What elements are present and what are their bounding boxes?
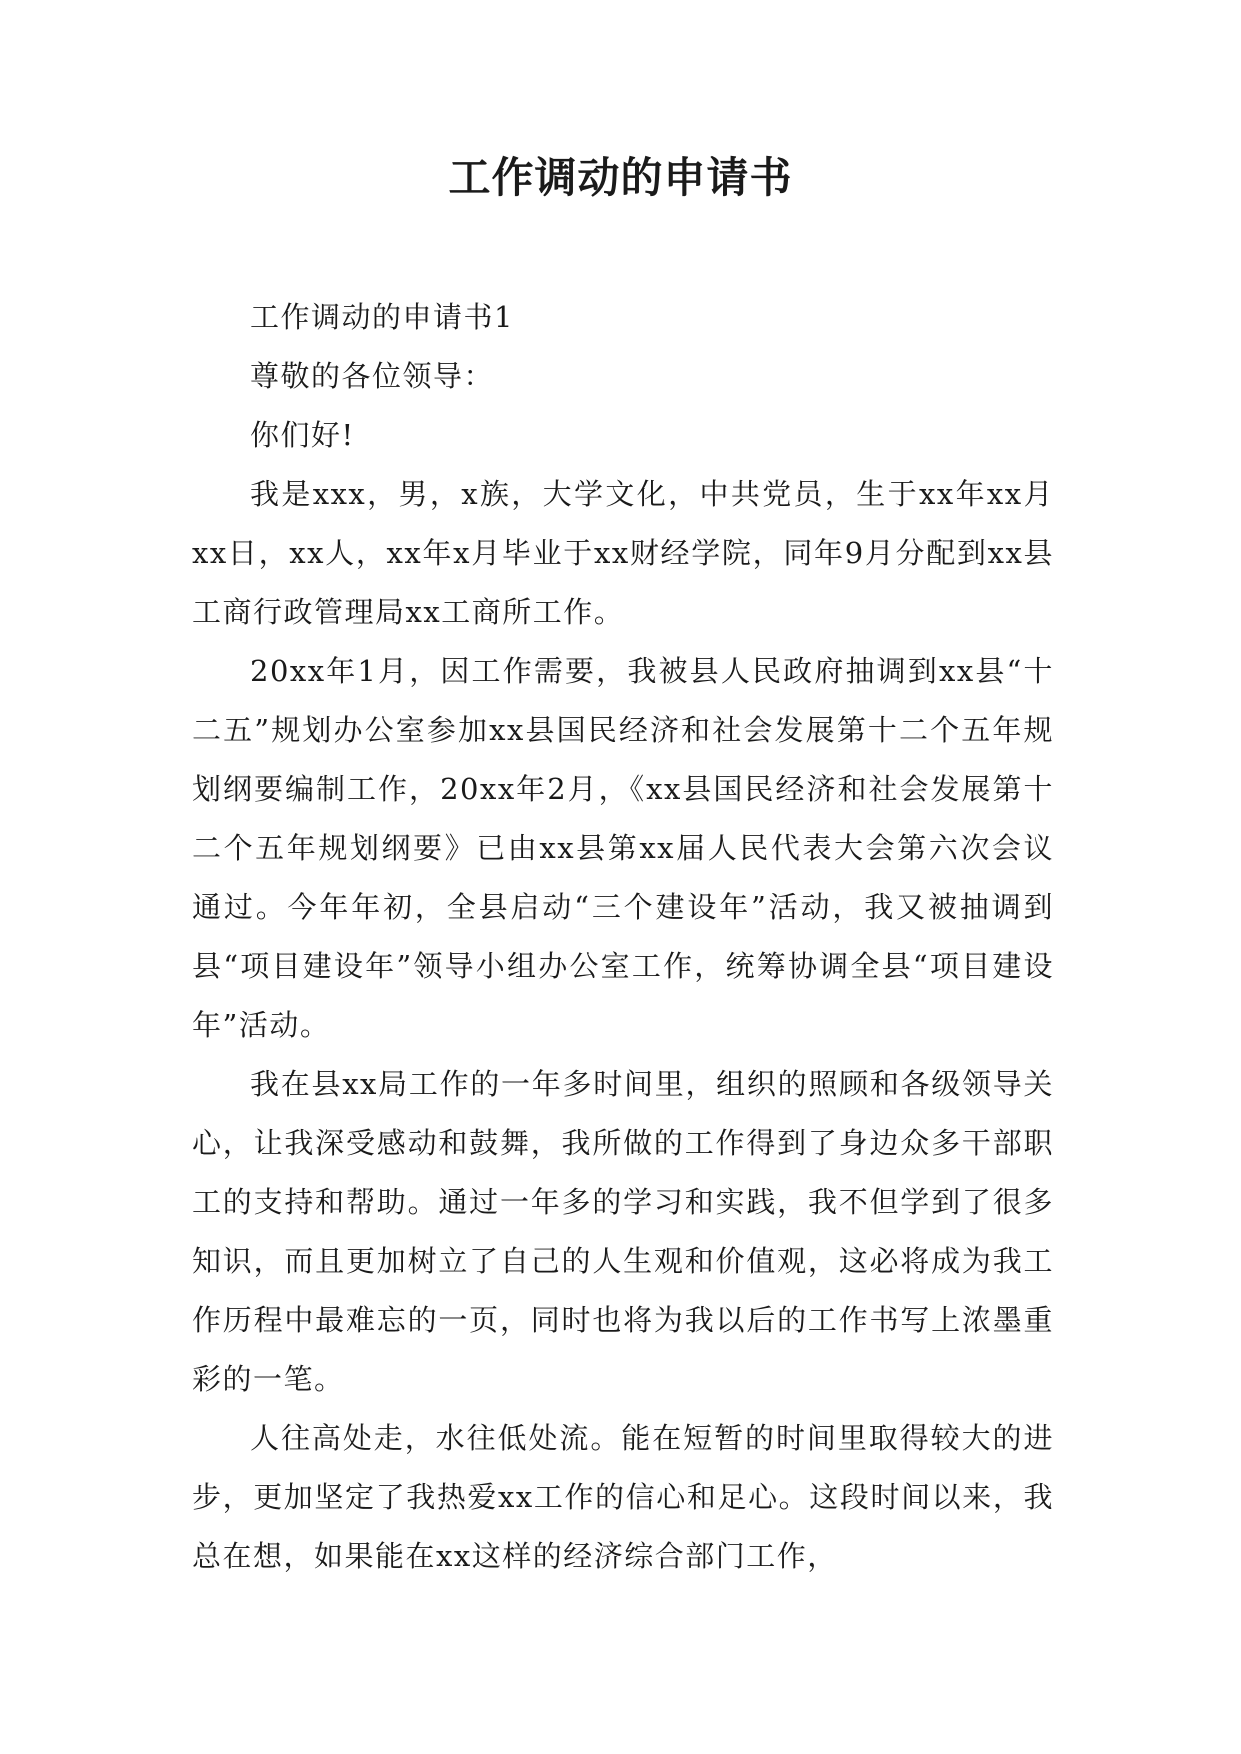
greeting-paragraph: 你们好! bbox=[250, 418, 355, 452]
body-paragraph: 我是xxx，男，x族，大学文化，中共党员，生于xx年xx月xx日，xx人，xx年x月毕业于xx财经学院，同年9月分配到xx县工商行政管理局xx工商所工作。 bbox=[192, 477, 1054, 629]
body-paragraph: 20xx年1月，因工作需要，我被县人民政府抽调到xx县“十二五”规划办公室参加xx县国民经济和社会发展第十二个五年规划纲要编制工作，20xx年2月，《xx县国民经济和社会发展第十二个五年规划纲要》已由xx县第xx届人民代表大会第六次会议通过。今年年初，全县启动“三个建设年”活动，我又被抽调到县“项目建设年”领导小组办公室工作，统筹协调全县“项目建设年”活动。 bbox=[192, 654, 1054, 1042]
document-title: 工作调动的申请书 bbox=[448, 153, 793, 202]
salutation-paragraph: 尊敬的各位领导： bbox=[250, 359, 495, 393]
document-body bbox=[192, 288, 1054, 1586]
body-paragraph: 我在县xx局工作的一年多时间里，组织的照顾和各级领导关心，让我深受感动和鼓舞，我所做的工作得到了身边众多干部职工的支持和帮助。通过一年多的学习和实践，我不但学到了很多知识，而且更加树立了自己的人生观和价值观，这必将成为我工作历程中最难忘的一页，同时也将为我以后的工作书写上浓墨重彩的一笔。 bbox=[192, 1067, 1054, 1396]
subtitle-paragraph: 工作调动的申请书1 bbox=[250, 300, 514, 334]
body-paragraph: 人往高处走，水往低处流。能在短暂的时间里取得较大的进步，更加坚定了我热爱xx工作的信心和足心。这段时间以来，我总在想，如果能在xx这样的经济综合部门工作， bbox=[192, 1421, 1054, 1573]
